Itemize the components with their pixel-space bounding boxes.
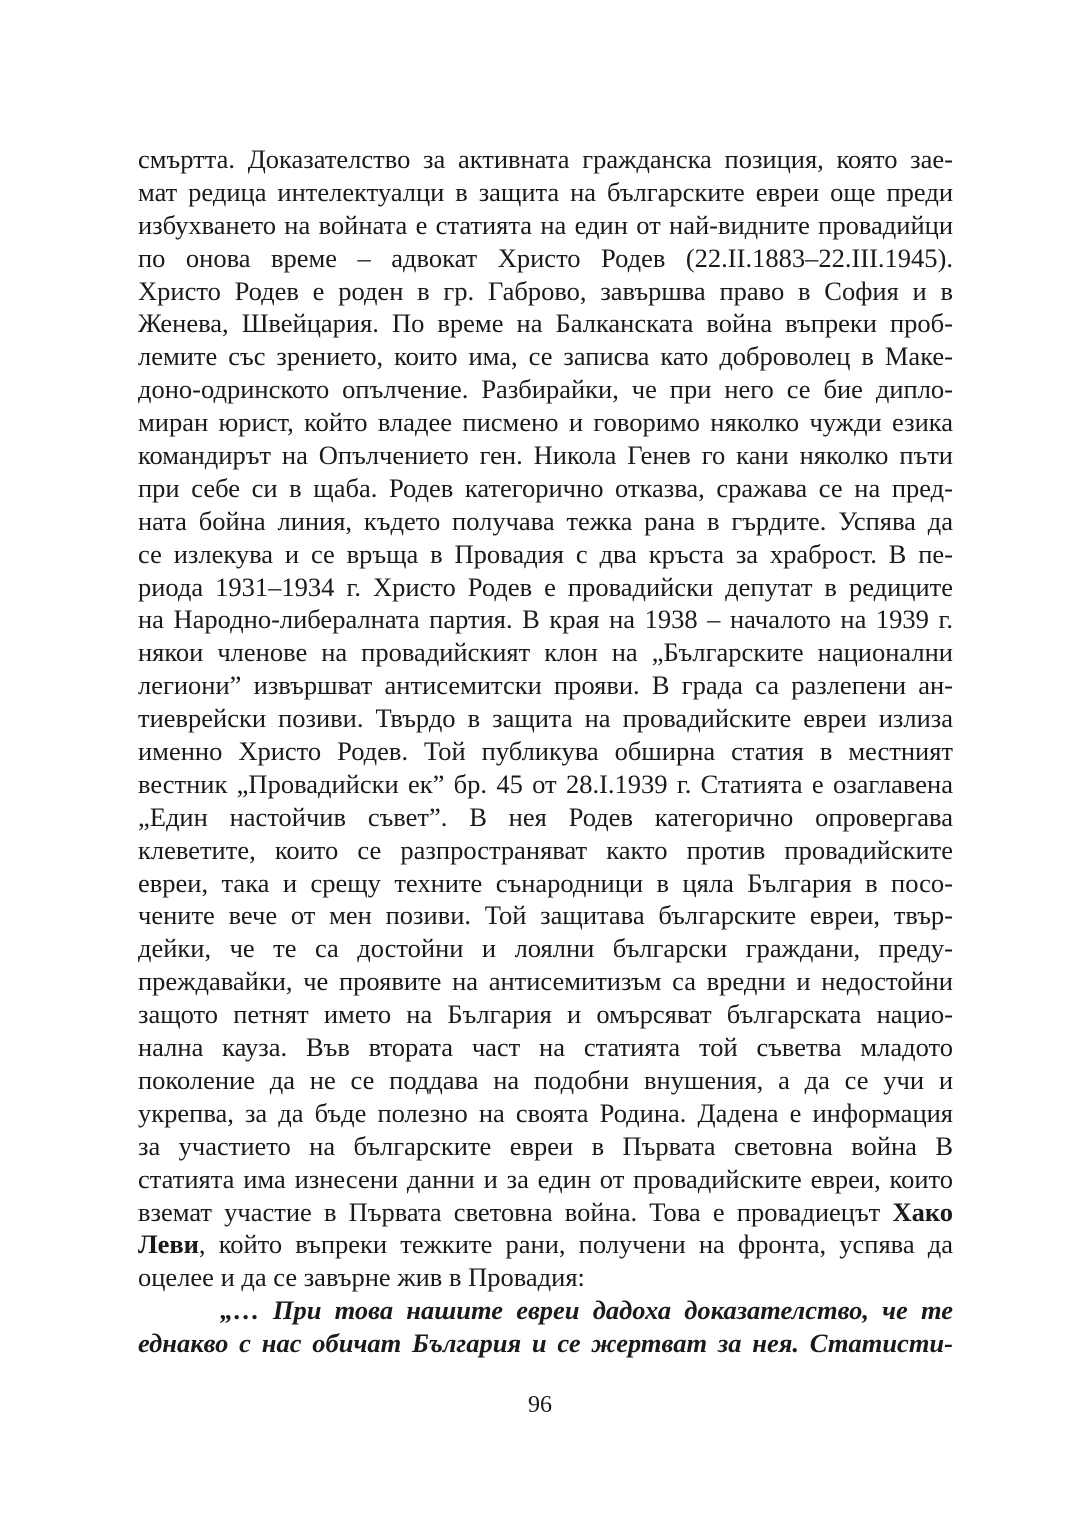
text-line: смъртта. Доказателство за активната гражданска позиция, която зае- [138, 144, 953, 174]
text-run: вземат участие в Първата световна война. Това е провадиецът [138, 1196, 893, 1227]
text-line: ната бойна линия, където получава тежка рана в гърдите. Успява да [138, 505, 953, 536]
text-line: „Един настойчив съвет”. В нея Родев категорично опровергава [138, 801, 953, 832]
text-line: при себе си в щаба. Родев категорично отказва, сражава се на пред- [138, 472, 953, 503]
text-line: нална кауза. Във втората част на статията той съветва младото [138, 1032, 953, 1063]
text-line: се излекува и се връща в Провадия с два кръста за храброст. В пе- [138, 538, 953, 569]
text-line: вестник „Провадийски ек” бр. 45 от 28.I.1939 г. Статията е озаглавена [138, 768, 953, 799]
text-line: за участието на българските евреи в Първата световна война В [138, 1130, 953, 1161]
text-line: някои членове на провадийският клон на „Българските национални [138, 637, 953, 668]
text-line: преждавайки, че проявите на антисемитизъм са вредни и недостойни [138, 966, 953, 997]
text-line: Христо Родев е роден в гр. Габрово, завършва право в София и в [138, 275, 953, 306]
text-line: командирът на Опълчението ген. Никола Генев го кани няколко пъти [138, 440, 953, 471]
text-line: Женева, Швейцария. По време на Балканската война въпреки проб- [138, 308, 953, 339]
quote-line: „… При това нашите евреи дадоха доказателство, че те [220, 1295, 953, 1326]
page-number: 96 [528, 1392, 552, 1418]
text-line: чените вече от мен позиви. Той защитава българските евреи, твър- [138, 900, 953, 931]
text-line: избухването на войната е статията на един от най-видните провадийци [138, 209, 953, 240]
bold-name: Хако [892, 1196, 953, 1227]
text-line: клеветите, които се разпространяват както против провадийските [138, 834, 953, 865]
text-line: поколение да не се поддава на подобни внушения, а да се учи и [138, 1064, 953, 1095]
text-line: тиеврейски позиви. Твърдо в защита на провадийските евреи излиза [138, 703, 953, 734]
text-line: легиони” извършват антисемитски прояви. В града са разлепени ан- [138, 670, 953, 701]
text-line: риода 1931–1934 г. Христо Родев е провадийски депутат в редиците [138, 571, 953, 602]
text-line: мат редица интелектуалци в защита на българските евреи още преди [138, 176, 953, 207]
text-line: лемите със зрението, които има, се записва като доброволец в Маке- [138, 341, 953, 372]
text-line: по онова време – адвокат Христо Родев (22.II.1883–22.III.1945). [138, 242, 953, 273]
text-line: именно Христо Родев. Той публикува обширна статия в местният [138, 736, 953, 767]
text-line: евреи, така и срещу техните сънародници в цяла България в посо- [138, 867, 953, 898]
page-body [138, 143, 953, 1360]
quote-line: еднакво с нас обичат България и се жертват за нея. Статисти- [138, 1328, 953, 1359]
bold-name: Леви [138, 1229, 199, 1260]
text-line: укрепва, за да бъде полезно на своята Родина. Дадена е информация [138, 1097, 953, 1128]
text-line: статията има изнесени данни и за един от провадийските евреи, които [138, 1163, 953, 1194]
text-line [138, 1228, 953, 1261]
text-line [138, 1196, 953, 1229]
text-line: дейки, че те са достойни и лоялни български граждани, преду- [138, 933, 953, 964]
text-line: миран юрист, който владее писмено и говоримо няколко чужди езика [138, 407, 953, 438]
text-line: защото петнят името на България и омърсяват българската нацио- [138, 999, 953, 1030]
text-line: на Народно-либералната партия. В края на 1938 – началото на 1939 г. [138, 604, 953, 635]
text-line: оцелее и да се завърне жив в Провадия: [138, 1262, 585, 1293]
text-line: доно-одринското опълчение. Разбирайки, че при него се бие дипло- [138, 374, 953, 405]
text-run: , който въпреки тежките рани, получени на фронта, успява да [198, 1229, 953, 1260]
